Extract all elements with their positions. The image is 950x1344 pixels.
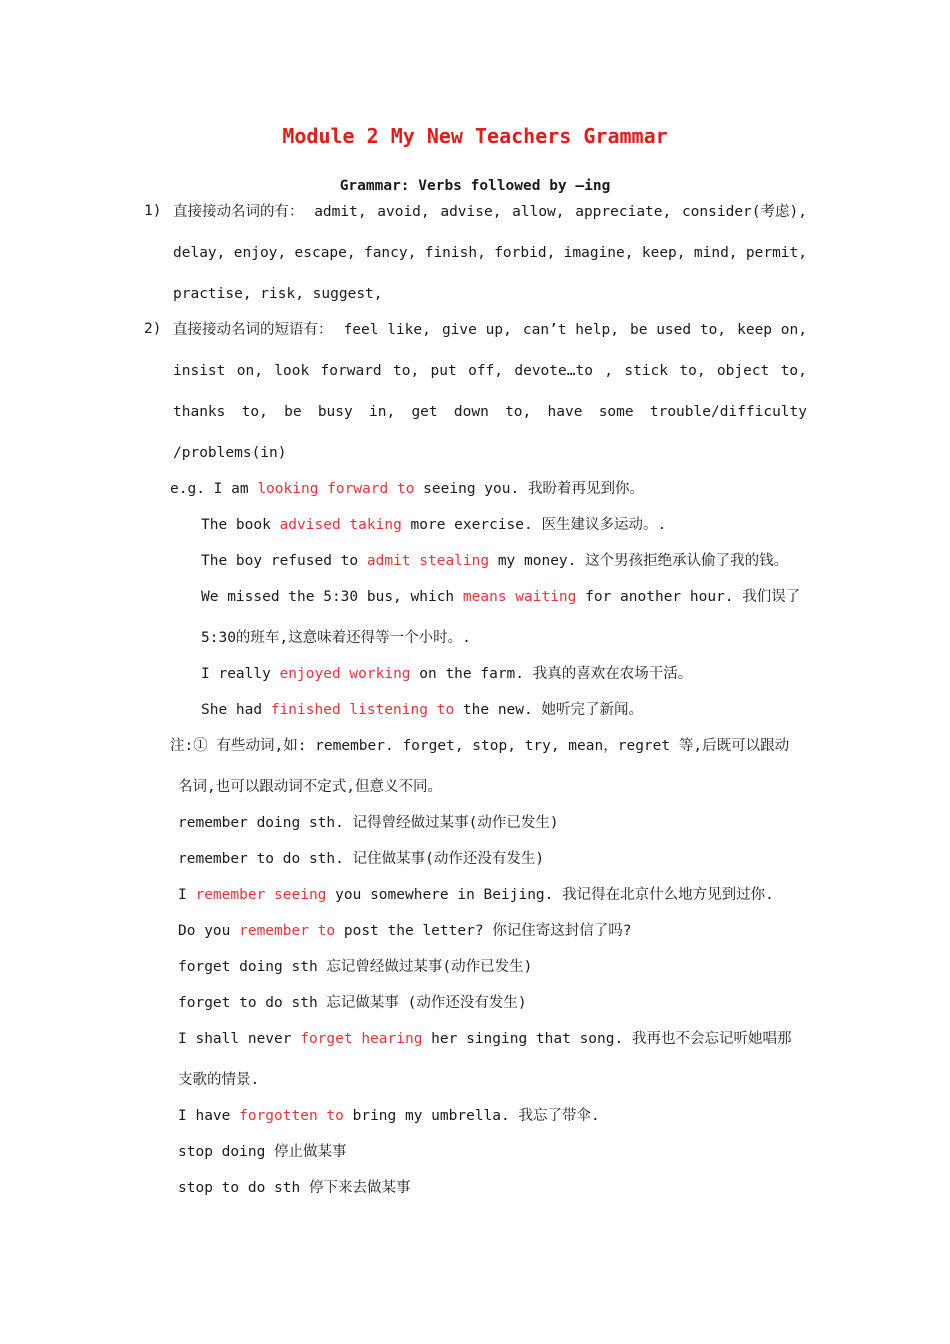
word: get: [411, 404, 438, 420]
word: busy: [317, 404, 353, 420]
word: insist: [173, 363, 226, 379]
word: permit,: [745, 245, 807, 261]
example-6: [201, 701, 643, 719]
example-3: [201, 552, 788, 570]
word: mind,: [693, 245, 738, 261]
word: some: [598, 404, 634, 420]
phrase: feel like,: [343, 322, 431, 338]
note-item-6: forget to do sth 忘记做某事 (动作还没有发生): [178, 995, 527, 1011]
page-subtitle: Grammar: Verbs followed by –ing: [339, 178, 611, 194]
section-2-number: 2): [144, 321, 162, 337]
note-hearing: [178, 1030, 791, 1048]
note-hearing-continued: 支歌的情景.: [178, 1072, 260, 1088]
highlight: advised taking: [279, 517, 402, 533]
word: allow,: [512, 204, 565, 220]
text: The boy refused to: [201, 553, 367, 569]
section-2-line-2: [173, 362, 807, 380]
text: The book: [201, 517, 280, 533]
word: admit,: [314, 204, 367, 220]
text: bring my umbrella. 我忘了带伞.: [343, 1108, 600, 1124]
phrase: can’t help,: [522, 322, 619, 338]
note-item-1: remember doing sth. 记得曾经做过某事(动作已发生): [178, 815, 559, 831]
highlight: remember to: [239, 923, 336, 939]
note-line-1: 注:① 有些动词,如: remember. forget, stop, try, mean，regret 等,后既可以跟动: [170, 738, 790, 754]
text: for another hour. 我们误了: [576, 589, 801, 605]
word: to,: [505, 404, 532, 420]
text: I really: [201, 666, 280, 682]
phrase: give up,: [441, 322, 512, 338]
word: to,: [780, 363, 807, 379]
word: thanks: [173, 404, 226, 420]
highlight: admit stealing: [366, 553, 490, 569]
highlight: enjoyed working: [279, 666, 411, 682]
text: my money. 这个男孩拒绝承认偷了我的钱。: [489, 553, 789, 569]
text: you somewhere in Beijing. 我记得在北京什么地方见到过你.: [326, 887, 774, 903]
phrase: keep on,: [737, 322, 807, 338]
word: avoid,: [377, 204, 430, 220]
word: on,: [236, 363, 263, 379]
section-2-line-3: [173, 403, 807, 421]
word: forward: [320, 363, 382, 379]
note-forgotten: [178, 1107, 600, 1125]
section-1-line-1: [173, 203, 807, 221]
example-4-continued: 5:30的班车,这意味着还得等一个小时。.: [201, 630, 471, 646]
text: the new. 她听完了新闻。: [454, 702, 643, 718]
word: look: [274, 363, 310, 379]
text: on the farm. 我真的喜欢在农场干活。: [410, 666, 693, 682]
word: to,: [241, 404, 268, 420]
word: in,: [368, 404, 396, 420]
text: I have: [178, 1108, 240, 1124]
word: appreciate,: [575, 204, 672, 220]
word: finish,: [424, 245, 486, 261]
word: ,: [604, 363, 614, 379]
page-title: Module 2 My New Teachers Grammar: [282, 124, 668, 148]
section-1-lead: 直接接动名词的有：: [173, 204, 304, 220]
text: I shall never: [178, 1031, 301, 1047]
word: devote…to: [514, 363, 593, 379]
section-2-line-1: [173, 321, 807, 339]
word: enjoy,: [233, 245, 287, 261]
highlight: looking forward to: [257, 481, 415, 497]
phrase: be used to,: [630, 322, 727, 338]
word: put: [430, 363, 457, 379]
word: escape,: [294, 245, 356, 261]
word: keep,: [641, 245, 686, 261]
example-1: [170, 480, 644, 498]
section-1-number: 1): [144, 203, 162, 219]
word: stick: [624, 363, 669, 379]
note-item-5: forget doing sth 忘记曾经做过某事(动作已发生): [178, 959, 533, 975]
section-2-line-4: /problems(in): [173, 445, 287, 461]
section-1-line-3: practise, risk, suggest,: [173, 286, 383, 302]
example-4: [201, 588, 800, 606]
word: be: [284, 404, 302, 420]
section-1-line-2: [173, 244, 807, 262]
text: more exercise. 医生建议多运动。.: [401, 517, 667, 533]
word: trouble/difficulty: [649, 404, 807, 420]
word: object: [716, 363, 770, 379]
word: down: [453, 404, 489, 420]
word: consider(考虑),: [681, 204, 807, 220]
note-stop-to-do: stop to do sth 停下来去做某事: [178, 1180, 411, 1196]
highlight: means waiting: [462, 589, 577, 605]
word: to,: [393, 363, 420, 379]
word: advise,: [440, 204, 502, 220]
text: her singing that song. 我再也不会忘记听她唱那: [422, 1031, 792, 1047]
highlight: remember seeing: [195, 887, 327, 903]
highlight: forget hearing: [300, 1031, 423, 1047]
text: e.g. I am: [170, 481, 258, 497]
text: I: [178, 887, 196, 903]
note-item-3: [178, 886, 774, 904]
note-line-2: 名词,也可以跟动词不定式,但意义不同。: [178, 779, 442, 795]
word: delay,: [173, 245, 226, 261]
word: forbid,: [494, 245, 556, 261]
example-2: [201, 516, 666, 534]
word: to,: [679, 363, 706, 379]
section-2-lead: 直接接动名词的短语有：: [173, 322, 333, 338]
text: post the letter? 你记住寄这封信了吗?: [335, 923, 632, 939]
word: fancy,: [363, 245, 417, 261]
word: have: [547, 404, 583, 420]
text: She had: [201, 702, 271, 718]
text: Do you: [178, 923, 240, 939]
text: seeing you. 我盼着再见到你。: [414, 481, 644, 497]
highlight: forgotten to: [239, 1108, 344, 1124]
note-item-4: [178, 922, 632, 940]
highlight: finished listening to: [270, 702, 455, 718]
text: We missed the 5:30 bus, which: [201, 589, 463, 605]
example-5: [201, 665, 692, 683]
word: imagine,: [563, 245, 634, 261]
note-item-2: remember to do sth. 记住做某事(动作还没有发生): [178, 851, 545, 867]
word: off,: [468, 363, 504, 379]
note-stop-doing: stop doing 停止做某事: [178, 1144, 347, 1160]
